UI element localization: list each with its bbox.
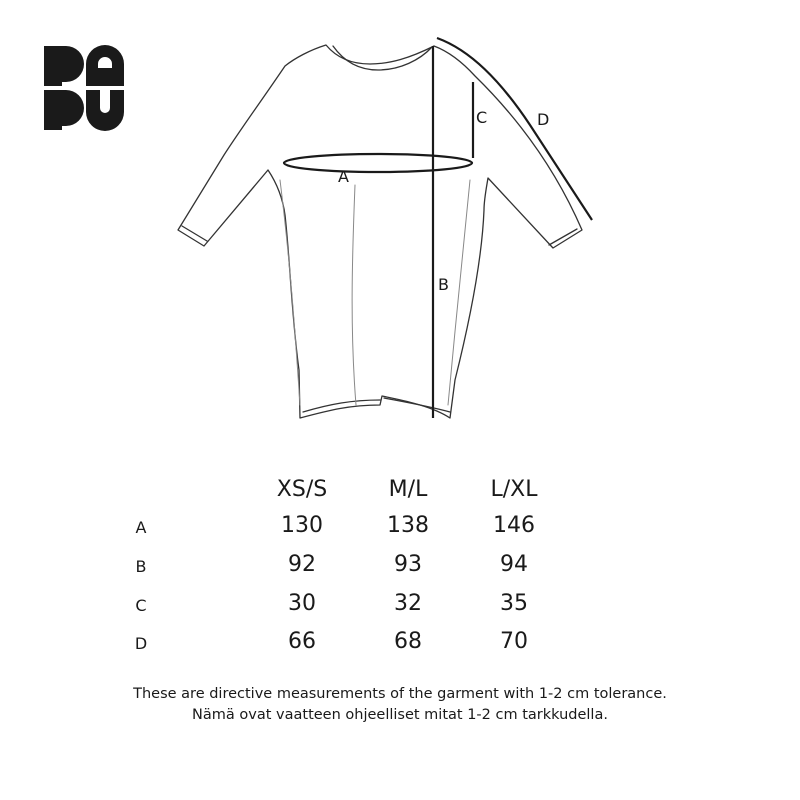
header-xs-s: XS/S <box>276 477 328 502</box>
cell-b-xs-s: 92 <box>288 552 316 577</box>
header-l-xl: L/XL <box>490 477 538 502</box>
cell-c-m-l: 32 <box>394 591 422 616</box>
measure-c-label: C <box>476 108 488 127</box>
cell-a-l-xl: 146 <box>493 513 535 538</box>
row-label-a: A <box>135 518 147 537</box>
cell-b-l-xl: 94 <box>500 552 528 577</box>
note-finnish: Nämä ovat vaatteen ohjeelliset mitat 1-2 cm tarkkudella. <box>192 707 608 723</box>
cell-d-xs-s: 66 <box>288 629 316 654</box>
measure-a-label: A <box>338 167 349 186</box>
cell-c-l-xl: 35 <box>500 591 528 616</box>
size-table <box>0 470 800 670</box>
row-label-c: C <box>135 596 147 615</box>
note-english: These are directive measurements of the garment with 1-2 cm tolerance. <box>133 686 667 702</box>
cell-d-m-l: 68 <box>394 629 422 654</box>
measure-b-label: B <box>438 275 449 294</box>
garment-outline <box>178 45 582 418</box>
cell-d-l-xl: 70 <box>500 629 528 654</box>
row-label-d: D <box>134 634 148 653</box>
cell-a-xs-s: 130 <box>281 513 323 538</box>
cell-c-xs-s: 30 <box>288 591 316 616</box>
measure-d-label: D <box>537 110 550 129</box>
cell-a-m-l: 138 <box>387 513 429 538</box>
header-m-l: M/L <box>388 477 428 502</box>
tolerance-note <box>0 684 800 726</box>
row-label-b: B <box>135 557 147 576</box>
measure-a-line <box>284 154 472 172</box>
cell-b-m-l: 93 <box>394 552 422 577</box>
measure-d-line <box>437 38 592 220</box>
